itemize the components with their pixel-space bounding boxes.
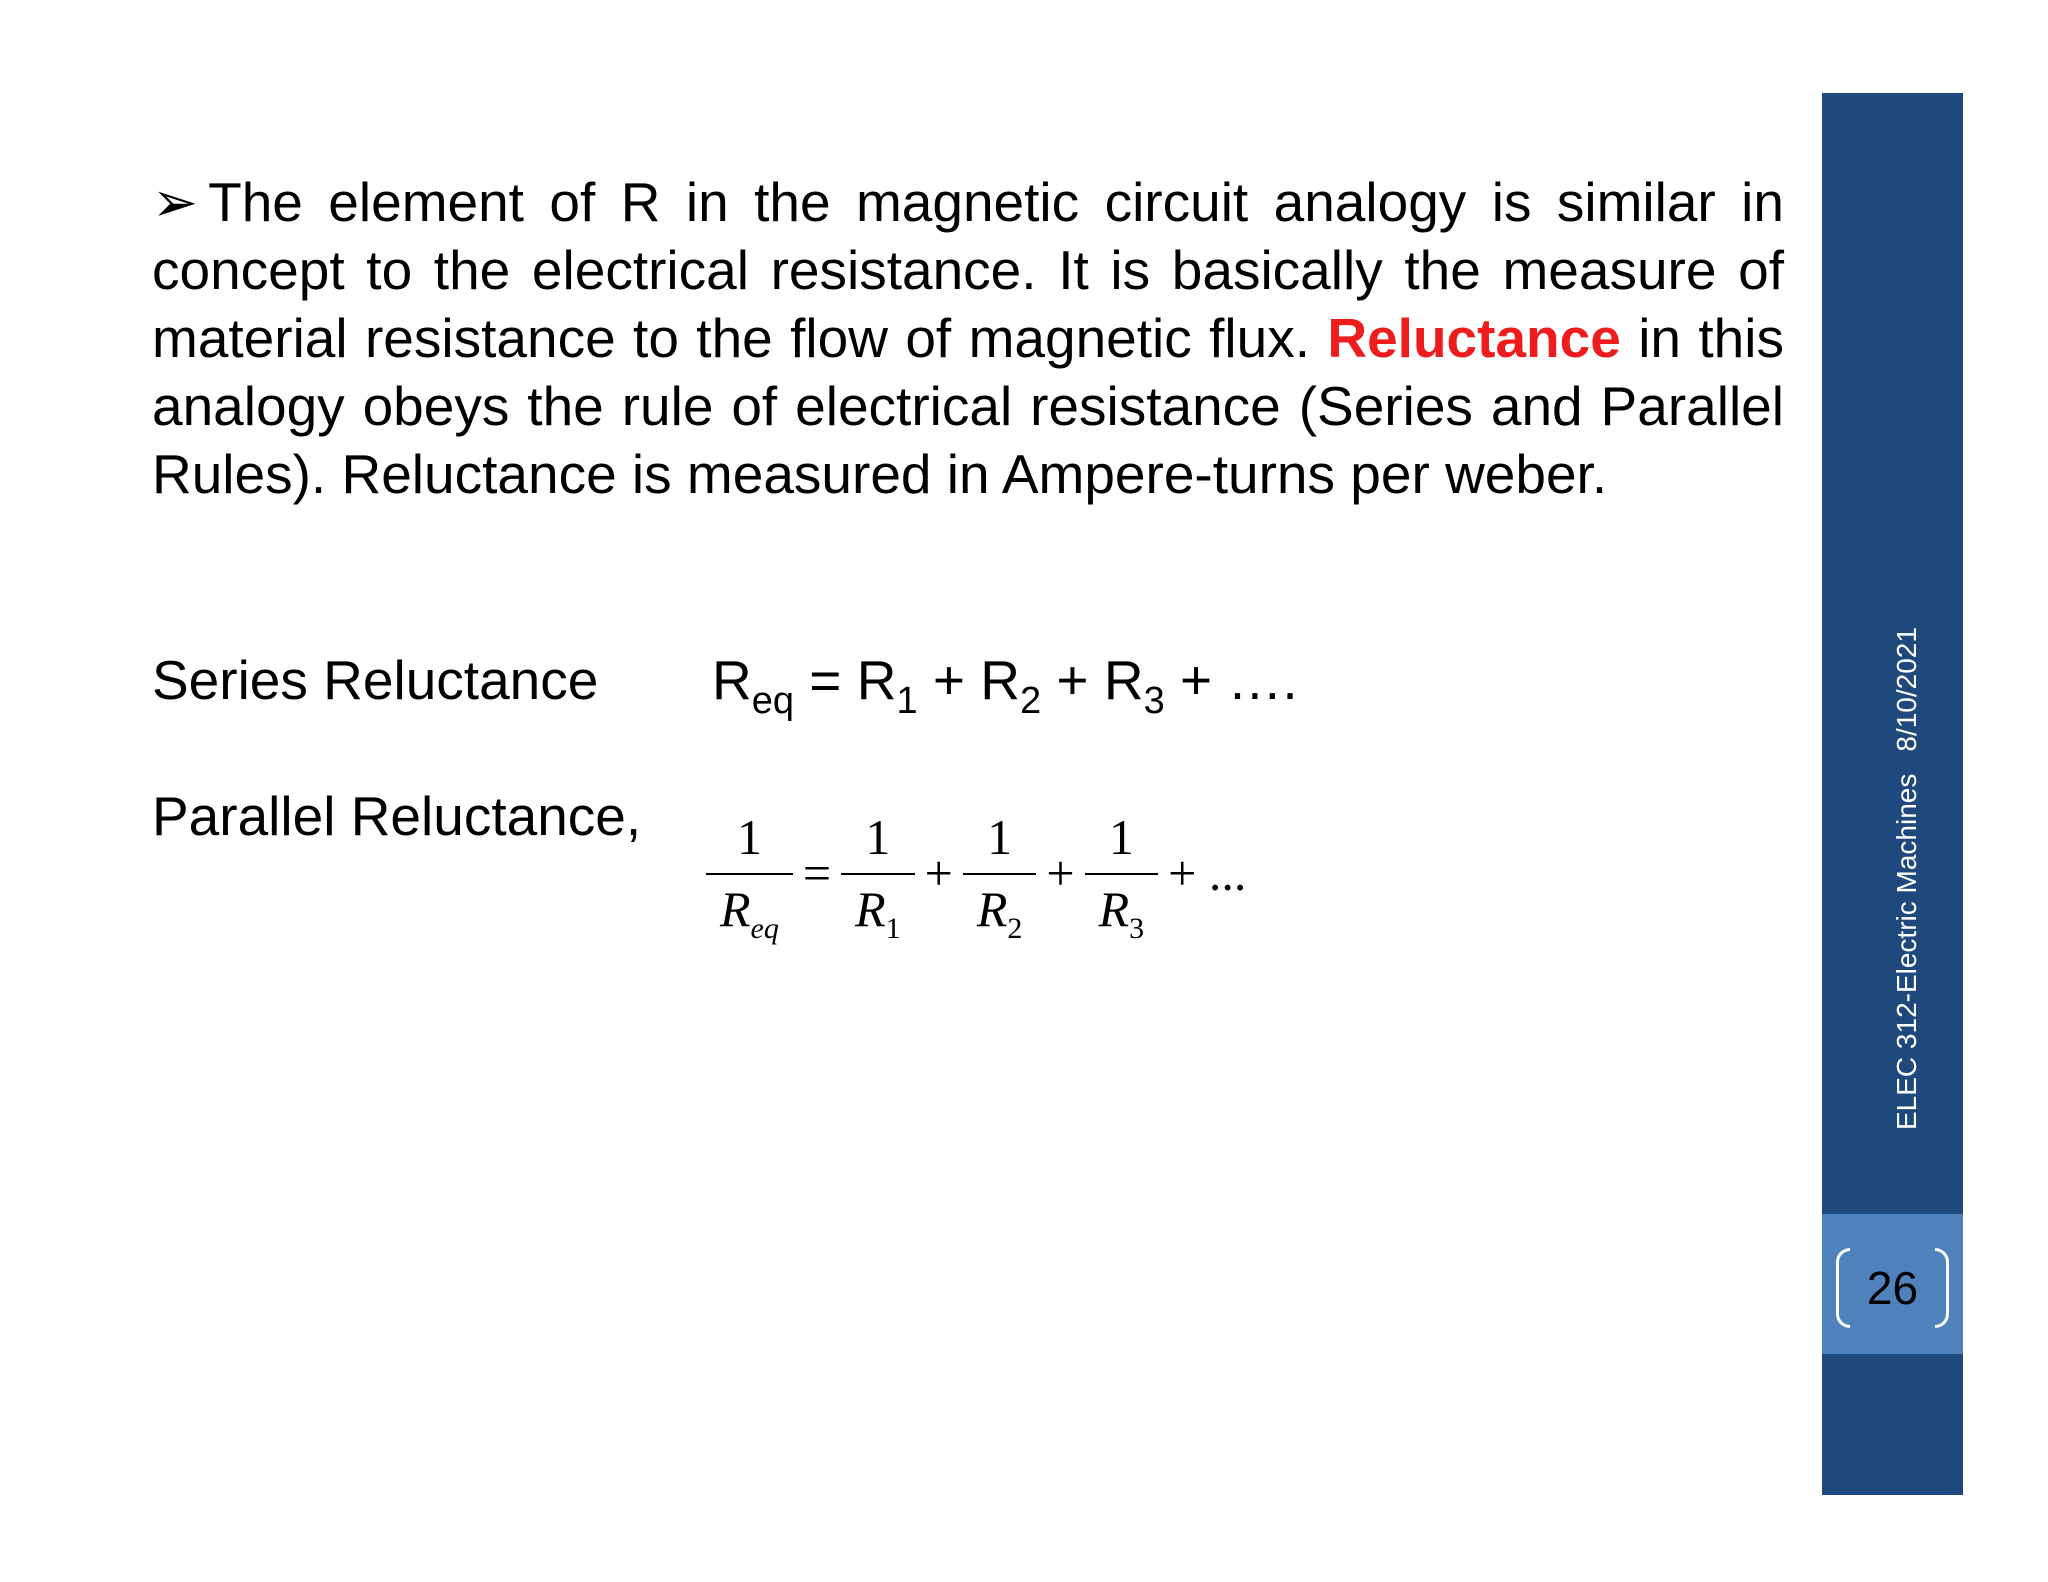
series-reluctance-label: Series Reluctance bbox=[152, 649, 599, 711]
plus-ellipsis: + ... bbox=[1168, 845, 1247, 901]
parallel-reluctance-equation bbox=[700, 798, 1250, 948]
fraction-r2 bbox=[963, 809, 1037, 945]
den-sub: 1 bbox=[885, 912, 901, 945]
series-r-eq: R bbox=[712, 649, 752, 711]
fraction-denominator bbox=[1085, 875, 1159, 945]
series-equals: = bbox=[794, 649, 857, 711]
den-sub: eq bbox=[750, 912, 779, 945]
fraction-numerator: 1 bbox=[736, 809, 762, 865]
fraction-denominator bbox=[963, 875, 1037, 945]
fraction-r1 bbox=[841, 809, 915, 945]
plus-sign: + bbox=[924, 845, 953, 901]
series-sub-2: 2 bbox=[1020, 680, 1042, 722]
sidebar-footer-text bbox=[1889, 627, 1925, 1130]
series-tail: + …. bbox=[1164, 649, 1298, 711]
parallel-reluctance-label: Parallel Reluctance, bbox=[152, 785, 642, 847]
series-sub-1: 1 bbox=[896, 680, 918, 722]
den-r: R bbox=[1098, 881, 1130, 937]
fraction-denominator bbox=[841, 875, 915, 945]
series-reluctance-equation bbox=[712, 646, 1298, 722]
course-title: ELEC 312-Electric Machines bbox=[1891, 773, 1922, 1130]
series-plus-2: + bbox=[1041, 649, 1104, 711]
series-r3: R bbox=[1103, 649, 1144, 711]
page-number: 26 bbox=[1866, 1262, 1919, 1314]
equals-sign: = bbox=[802, 845, 832, 901]
series-sub-3: 3 bbox=[1143, 680, 1165, 722]
den-sub: 3 bbox=[1129, 912, 1145, 945]
fraction-req bbox=[706, 809, 793, 945]
series-plus-1: + bbox=[917, 649, 981, 711]
series-r2: R bbox=[980, 649, 1020, 711]
fraction-r3 bbox=[1085, 809, 1159, 945]
plus-sign: + bbox=[1046, 845, 1075, 901]
series-sub-eq: eq bbox=[751, 680, 795, 722]
den-r: R bbox=[720, 881, 751, 937]
den-r: R bbox=[855, 881, 886, 937]
fraction-numerator: 1 bbox=[987, 809, 1013, 865]
den-sub: 2 bbox=[1007, 912, 1023, 945]
fraction-numerator: 1 bbox=[865, 809, 891, 865]
reluctance-highlight: Reluctance bbox=[1327, 307, 1621, 369]
fraction-denominator bbox=[706, 875, 793, 945]
slide-date: 8/10/2021 bbox=[1891, 627, 1922, 752]
fraction-numerator: 1 bbox=[1108, 809, 1134, 865]
paragraph-text-end: in this analogy obeys the rule of electrical resistance (Series and Parallel Rules). Reluctance is measured in Ampere-turns per weber. bbox=[152, 307, 1784, 505]
series-r1: R bbox=[856, 649, 897, 711]
bullet-arrow-icon: ➢ bbox=[152, 171, 199, 233]
den-r: R bbox=[976, 881, 1008, 937]
paragraph-text-start: The element of R in the magnetic circuit analogy is similar in concept to the electrical resistance. It is basically the measure of material resistance to the flow of magnetic flux. bbox=[152, 171, 1784, 369]
body-paragraph bbox=[152, 168, 1784, 508]
